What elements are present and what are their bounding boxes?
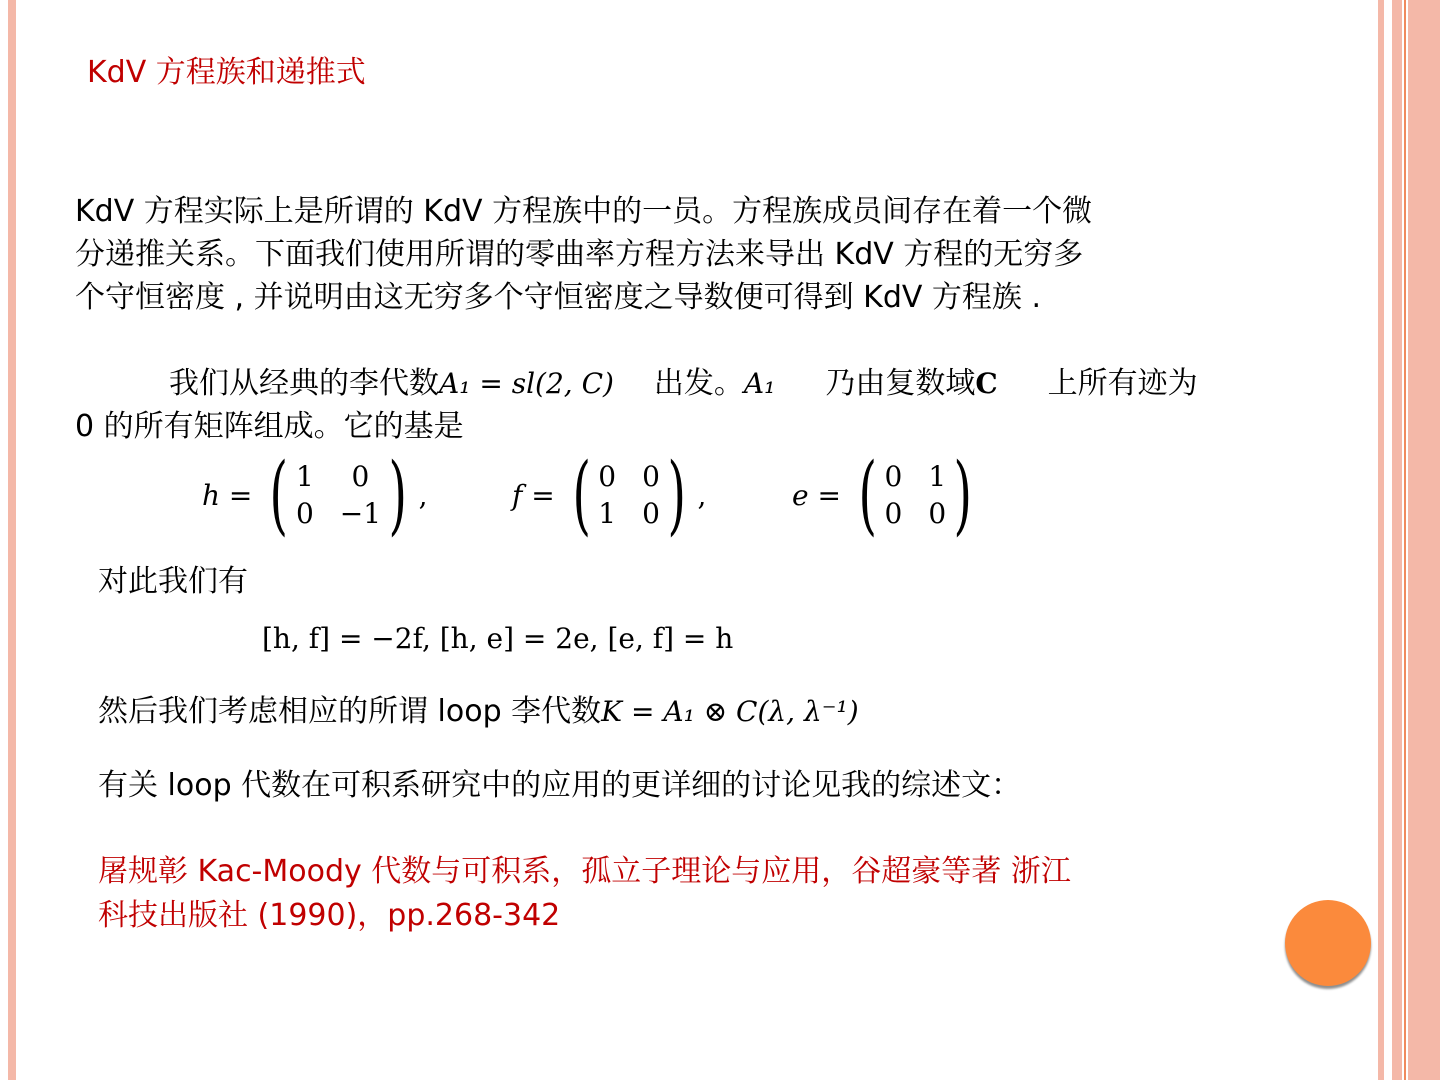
right-paren-icon: ) (667, 445, 686, 545)
right-stripe-4 (1408, 0, 1440, 1080)
left-paren-icon: ( (269, 445, 289, 545)
formula-complex-field: C (975, 367, 998, 400)
right-stripe-1 (1378, 0, 1384, 1080)
right-stripe-3 (1404, 0, 1406, 1080)
comma: , (697, 478, 707, 512)
intro-line-1: KdV 方程实际上是所谓的 KdV 方程族中的一员。方程族成员间存在着一个微 (75, 194, 1093, 229)
formula-sl2c: A₁ = sl(2, C) (439, 367, 614, 400)
loop-text: 然后我们考虑相应的所谓 loop 李代数 (98, 694, 602, 729)
left-paren-icon: ( (858, 445, 877, 545)
left-border-decoration (8, 0, 16, 1080)
matrix-f (512, 445, 707, 545)
lie-text-2: 出发。 (653, 366, 744, 401)
matrix-entry: 0 (642, 497, 660, 530)
lie-text-4: 上所有迹为 (1047, 366, 1198, 401)
matrix-e-label: e = (792, 478, 841, 512)
matrix-entry: 0 (928, 497, 947, 530)
lie-text-1: 我们从经典的李代数 (169, 366, 439, 401)
matrix-e (792, 445, 980, 545)
reference-line-2: 科技出版社 (1990)，pp.268-342 (98, 898, 561, 933)
matrix-f-label: f = (512, 478, 555, 512)
left-paren-icon: ( (572, 445, 591, 545)
lie-algebra-line-2: 0 的所有矩阵组成。它的基是 (75, 409, 464, 444)
paragraph-review-note: 有关 loop 代数在可积系研究中的应用的更详细的讨论见我的综述文： (98, 768, 1022, 803)
paragraph-intro (75, 190, 1092, 319)
commutator-relations: [h, f] = −2f, [h, e] = 2e, [e, f] = h (262, 622, 734, 655)
intro-line-3: 个守恒密度 , 并说明由这无穷多个守恒密度之导数便可得到 KdV 方程族 . (75, 280, 1041, 315)
orange-circle-decoration (1285, 900, 1371, 986)
matrix-entry: 0 (351, 460, 370, 493)
formula-loop-algebra: K = A₁ ⊗ C(λ, λ⁻¹) (601, 695, 859, 728)
paragraph-lie-algebra (75, 362, 1198, 448)
lie-algebra-line-1 (75, 362, 1198, 405)
lie-text-3: 乃由复数域 (825, 366, 976, 401)
matrix-h-label: h = (202, 478, 253, 512)
matrix-entry: 0 (295, 497, 314, 530)
matrix-entry: −1 (339, 497, 382, 530)
right-paren-icon: ) (953, 445, 973, 545)
right-paren-icon: ) (388, 445, 408, 545)
matrix-h (202, 445, 428, 545)
paragraph-we-have: 对此我们有 (98, 564, 248, 599)
formula-a1: A₁ (743, 367, 776, 400)
paragraph-loop-algebra (98, 690, 859, 733)
intro-line-2: 分递推关系。下面我们使用所谓的零曲率方程方法来导出 KdV 方程的无穷多 (75, 237, 1084, 272)
matrix-entry: 0 (642, 460, 660, 493)
matrix-entry: 1 (928, 460, 947, 493)
matrix-entry: 1 (295, 460, 314, 493)
right-stripe-2 (1392, 0, 1402, 1080)
comma: , (418, 478, 428, 512)
matrix-entry: 0 (598, 460, 617, 493)
slide-title: KdV 方程族和递推式 (87, 55, 366, 90)
matrix-entry: 0 (884, 497, 903, 530)
matrix-entry: 1 (598, 497, 617, 530)
reference-citation (98, 850, 1071, 938)
matrix-entry: 0 (884, 460, 903, 493)
reference-line-1: 屠规彰 Kac-Moody 代数与可积系，孤立子理论与应用，谷超豪等著 浙江 (98, 854, 1071, 889)
